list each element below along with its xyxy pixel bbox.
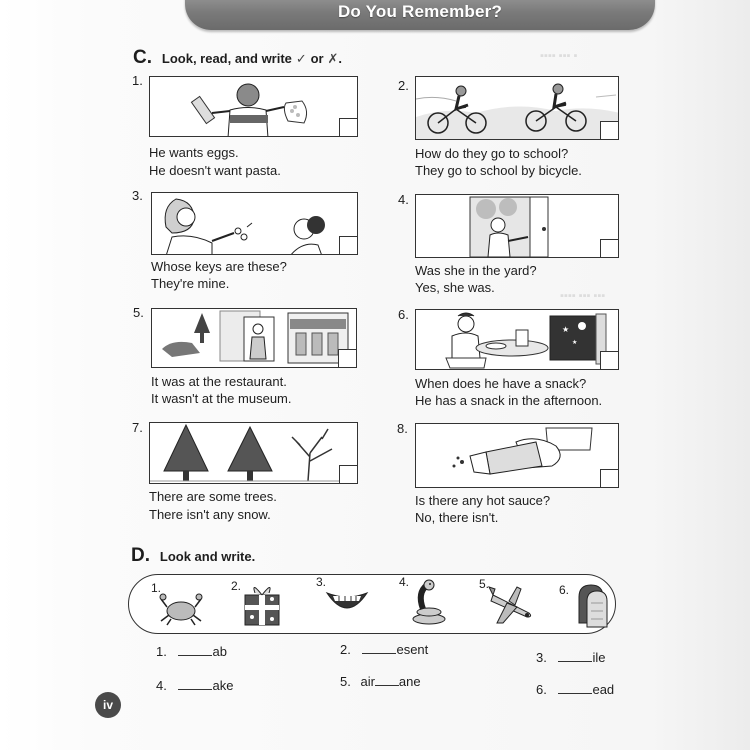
answer-blank[interactable] xyxy=(558,683,592,694)
item-number: 5. xyxy=(340,674,351,689)
bread-icon xyxy=(573,583,611,629)
item-number: 4. xyxy=(398,192,409,207)
answer-blank[interactable] xyxy=(558,651,592,662)
word-start: air xyxy=(360,674,375,689)
answer-box[interactable] xyxy=(339,118,358,137)
item-5-picture xyxy=(151,308,357,368)
snake-icon xyxy=(407,579,451,627)
section-c-heading xyxy=(133,47,342,69)
fill-item-2 xyxy=(340,642,428,657)
answer-box[interactable] xyxy=(339,236,358,255)
x-mark-icon: ✗ xyxy=(327,51,339,66)
word-ending: esent xyxy=(396,642,429,657)
strip-number: 2. xyxy=(231,579,242,593)
item-number: 2. xyxy=(340,642,351,657)
item-4-line-1: Was she in the yard? xyxy=(415,263,537,278)
item-6-picture xyxy=(415,309,619,370)
item-3-line-2: They're mine. xyxy=(151,276,230,291)
check-mark-icon: ✓ xyxy=(295,51,307,66)
section-instruction: Look, read, and write xyxy=(161,51,292,66)
item-number: 6. xyxy=(536,682,547,697)
strip-number: 4. xyxy=(399,575,410,589)
answer-blank[interactable] xyxy=(375,675,399,686)
item-number: 6. xyxy=(398,307,409,322)
fill-item-4 xyxy=(156,678,233,693)
section-instruction: Look and write. xyxy=(159,549,256,564)
bleed-through-text: ▪▪▪ ▪▪▪ ▪▪▪▪ xyxy=(560,290,606,302)
item-3-line-1: Whose keys are these? xyxy=(151,259,287,274)
item-number: 5. xyxy=(133,305,144,320)
item-number: 3. xyxy=(536,650,547,665)
answer-box[interactable] xyxy=(600,239,619,258)
item-6-line-2: He has a snack in the afternoon. xyxy=(415,393,603,408)
item-8-picture xyxy=(415,423,619,488)
girl-at-door-icon xyxy=(416,195,619,258)
item-6-line-1: When does he have a snack? xyxy=(415,376,587,391)
or-text: or xyxy=(310,51,324,66)
boy-eating-snack-icon xyxy=(416,310,619,370)
crab-icon xyxy=(159,587,203,627)
word-ending: ake xyxy=(212,678,234,693)
strip-number: 6. xyxy=(559,583,570,597)
section-d-heading xyxy=(131,545,255,567)
strip-number: 3. xyxy=(316,575,327,589)
answer-box[interactable] xyxy=(338,349,357,368)
item-number: 1. xyxy=(156,644,167,659)
word-ending: ab xyxy=(212,644,227,659)
word-ending: ead xyxy=(592,682,615,697)
answer-blank[interactable] xyxy=(178,679,212,690)
item-number: 2. xyxy=(398,78,409,93)
item-2-line-1: How do they go to school? xyxy=(415,146,569,161)
word-ending: ile xyxy=(592,650,606,665)
item-7-line-2: There isn't any snow. xyxy=(149,507,271,522)
fill-item-6 xyxy=(536,682,614,697)
item-3-picture xyxy=(151,192,358,255)
item-number: 4. xyxy=(156,678,167,693)
strip-number: 5. xyxy=(479,577,490,591)
instruction-period: . xyxy=(338,51,343,66)
item-7-picture xyxy=(149,422,358,484)
item-4-picture xyxy=(415,194,619,258)
item-1-line-1: He wants eggs. xyxy=(149,145,239,160)
trees-icon xyxy=(150,423,358,484)
item-5-line-1: It was at the restaurant. xyxy=(151,374,287,389)
svg-text:★: ★ xyxy=(572,340,578,346)
fill-item-1 xyxy=(156,644,227,659)
answer-blank[interactable] xyxy=(362,643,396,654)
airplane-icon xyxy=(487,583,537,627)
answer-box[interactable] xyxy=(600,121,619,140)
item-5-line-2: It wasn't at the museum. xyxy=(151,391,292,406)
word-ending: ane xyxy=(398,674,421,689)
header-banner xyxy=(185,0,655,30)
answer-box[interactable] xyxy=(600,351,619,370)
item-number: 3. xyxy=(132,188,143,203)
item-number: 7. xyxy=(132,420,143,435)
bleed-through-text: ▪ ▪▪▪ ▪▪▪▪ xyxy=(540,50,578,62)
page-number-badge: iv xyxy=(95,692,121,718)
boy-with-food-icon xyxy=(150,77,358,137)
fill-item-3 xyxy=(536,650,605,665)
item-7-line-1: There are some trees. xyxy=(149,489,277,504)
section-letter: D. xyxy=(131,545,150,566)
item-4-line-2: Yes, she was. xyxy=(415,280,495,295)
item-number: 8. xyxy=(397,421,408,436)
item-2-picture xyxy=(415,76,619,140)
answer-box[interactable] xyxy=(339,465,358,484)
strip-number: 1. xyxy=(151,581,162,595)
hot-sauce-bottle-icon xyxy=(416,424,619,488)
girls-with-keys-icon xyxy=(152,193,358,255)
kids-on-bicycles-icon xyxy=(416,77,619,140)
answer-blank[interactable] xyxy=(178,645,212,656)
item-1-picture xyxy=(149,76,358,137)
item-8-line-2: No, there isn't. xyxy=(415,510,499,525)
section-letter: C. xyxy=(133,47,152,68)
svg-text:★: ★ xyxy=(562,325,570,334)
item-number: 1. xyxy=(132,73,143,88)
page-title: Do You Remember? xyxy=(337,2,503,21)
present-icon xyxy=(241,581,285,627)
fill-item-5 xyxy=(340,674,421,689)
smile-icon xyxy=(325,585,369,619)
answer-box[interactable] xyxy=(600,469,619,488)
item-2-line-2: They go to school by bicycle. xyxy=(415,163,582,178)
item-8-line-1: Is there any hot sauce? xyxy=(415,493,551,508)
restaurant-street-scene-icon xyxy=(152,309,357,368)
item-1-line-2: He doesn't want pasta. xyxy=(149,163,281,178)
picture-strip xyxy=(128,574,616,634)
